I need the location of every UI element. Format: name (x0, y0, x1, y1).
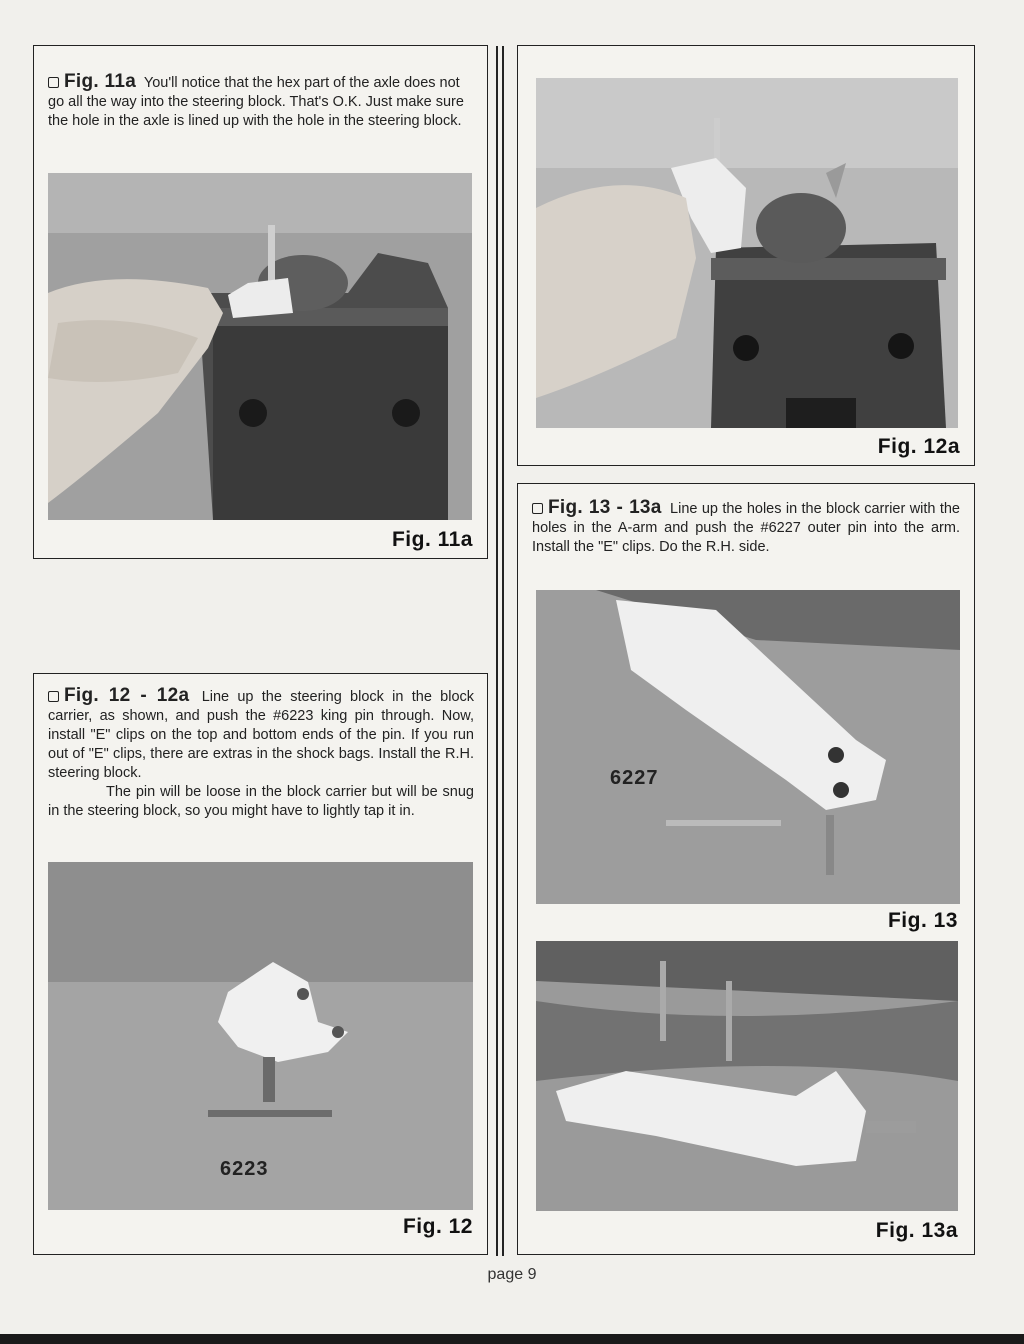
fig12-panel (33, 673, 488, 1255)
fig12-caption: Fig. 12 (402, 1215, 473, 1238)
fig13-photo (536, 590, 960, 904)
page-number: page 9 (487, 1266, 537, 1283)
fig13-text: Line up the holes in the block carrier with the holes in the A-arm and push the #6227 outer pin into the arm. Install the "E" clips. Do the R.H. side. (532, 501, 960, 555)
fig13-callout: 6227 (610, 767, 659, 789)
scan-edge (0, 1334, 1024, 1344)
fig11a-text: You'll notice that the hex part of the axle does not go all the way into the steering block. That's O.K. Just make sure the hole in the axle is lined up with the hole in the steering block. (48, 75, 464, 129)
fig13-ref: Fig. 13 - 13a (548, 497, 662, 518)
fig12-ref: Fig. 12 - 12a (64, 685, 190, 706)
fig11a-instruction (48, 72, 474, 131)
fig12-text-2: The pin will be loose in the block carrier but will be snug in the steering block, so you might have to lightly tap it in. (48, 784, 474, 819)
fig12a-panel (517, 45, 975, 466)
column-divider (496, 46, 506, 1256)
fig13a-caption: Fig. 13a (875, 1219, 958, 1242)
fig12-instruction (48, 686, 474, 821)
fig13-panel (517, 483, 975, 1255)
checkbox-icon[interactable] (48, 77, 59, 88)
fig13-instruction (532, 498, 960, 557)
fig11a-ref: Fig. 11a (64, 71, 137, 92)
fig12-text-1: Line up the steering block in the block carrier, as shown, and push the #6223 king pin through. Now, install "E" clips on the top and bottom ends of the pin. If you run out of "E" clips, there are extras in the shock bags. Install the R.H. steering block. (48, 689, 475, 781)
fig11a-panel (33, 45, 488, 559)
fig11a-photo (48, 173, 472, 520)
checkbox-icon[interactable] (532, 503, 543, 514)
fig12a-caption: Fig. 12a (877, 435, 960, 458)
fig13-caption: Fig. 13 (887, 909, 958, 932)
fig12a-photo (536, 78, 958, 428)
checkbox-icon[interactable] (48, 691, 59, 702)
fig12-callout: 6223 (220, 1158, 269, 1180)
fig11a-caption: Fig. 11a (391, 528, 473, 551)
fig13a-photo (536, 941, 958, 1211)
